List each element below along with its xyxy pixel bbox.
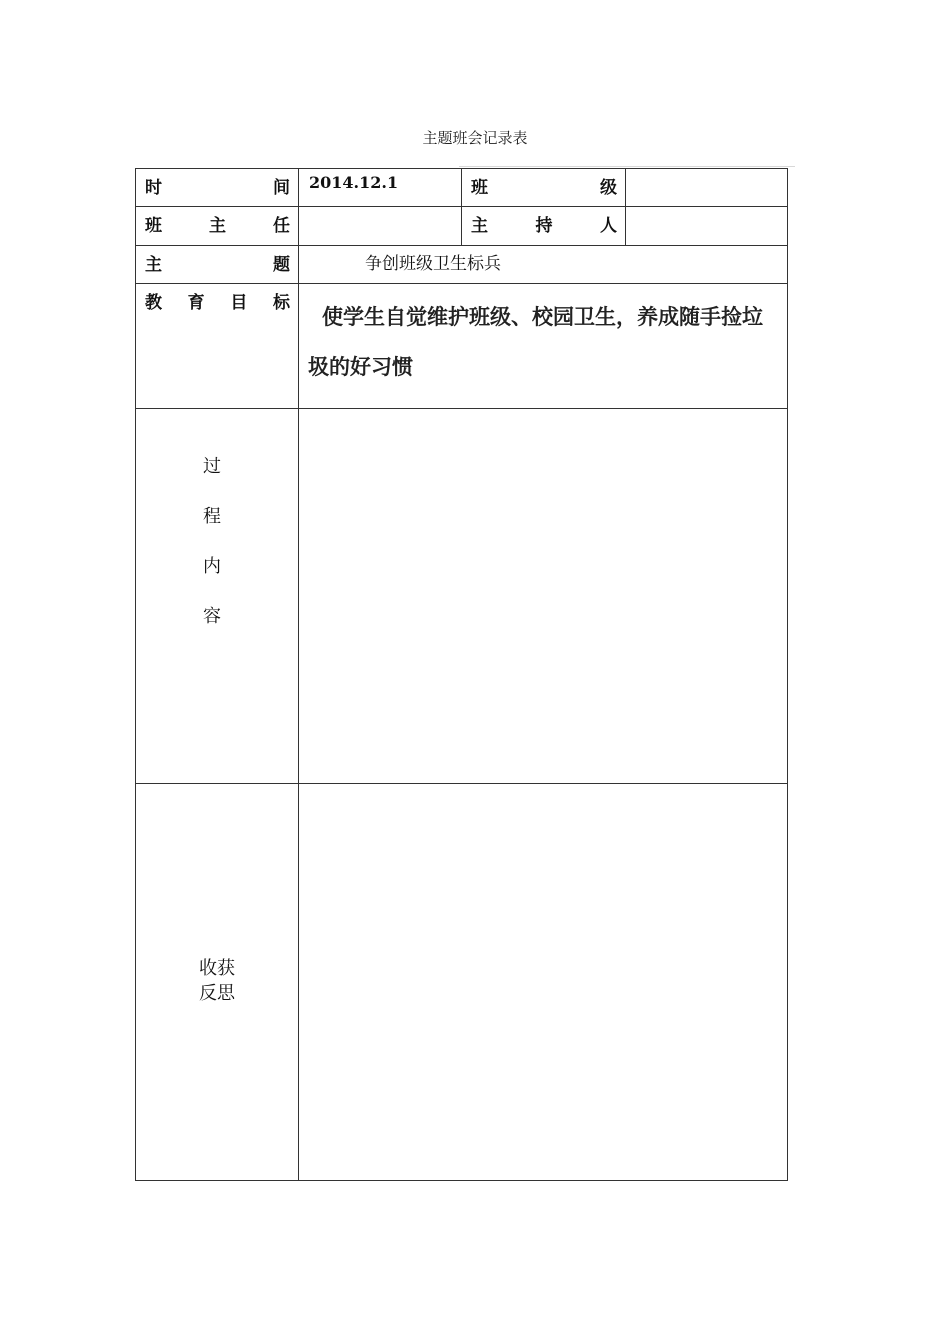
row-theme	[136, 246, 788, 284]
time-label-char: 时	[145, 178, 162, 198]
class-value-cell[interactable]	[626, 169, 788, 207]
teacher-label-char: 主	[209, 216, 226, 236]
class-label-cell	[462, 169, 626, 207]
host-label-char: 持	[535, 216, 553, 236]
time-value: 2014.12.1	[309, 173, 399, 192]
harvest-label-line: 反思	[199, 983, 235, 1004]
process-label-char: 容	[203, 606, 221, 627]
host-value-cell[interactable]	[626, 207, 788, 246]
goal-label-char: 目	[230, 293, 248, 313]
theme-value-cell[interactable]	[299, 246, 788, 284]
harvest-label-cell	[136, 784, 299, 1181]
goal-value-cell[interactable]	[299, 284, 788, 409]
teacher-label-cell	[136, 207, 299, 246]
row-teacher	[136, 207, 788, 246]
goal-label-char: 教	[145, 293, 162, 313]
top-rule-line	[459, 166, 795, 167]
process-content-cell[interactable]	[299, 409, 788, 784]
process-label-cell	[136, 409, 299, 784]
time-label-cell	[136, 169, 299, 207]
process-label-char: 内	[203, 556, 221, 577]
teacher-value	[299, 207, 461, 211]
process-label-char: 程	[203, 506, 221, 527]
time-value-cell[interactable]	[299, 169, 462, 207]
host-label-cell	[462, 207, 626, 246]
harvest-label-line: 收获	[199, 958, 235, 979]
theme-label-char: 主	[145, 255, 162, 275]
record-table	[135, 168, 788, 1181]
goal-label-char: 育	[187, 293, 205, 313]
time-label-char: 间	[273, 178, 290, 198]
host-label-char: 主	[471, 216, 488, 236]
class-value	[626, 169, 787, 173]
teacher-label-char: 班	[145, 216, 162, 236]
class-label-char: 级	[600, 178, 617, 198]
teacher-label-char: 任	[273, 216, 290, 236]
goal-label-cell	[136, 284, 299, 409]
row-time	[136, 169, 788, 207]
document-title: 主题班会记录表	[422, 129, 528, 147]
goal-label-char: 标	[272, 293, 290, 313]
row-harvest	[136, 784, 788, 1181]
theme-value: 争创班级卫生标兵	[365, 254, 501, 274]
teacher-value-cell[interactable]	[299, 207, 462, 246]
host-label-char: 人	[600, 216, 617, 236]
goal-value: 使学生自觉维护班级、校园卫生，养成随手捡垃圾的好习惯	[308, 305, 763, 379]
row-process	[136, 409, 788, 784]
class-label-char: 班	[471, 178, 488, 198]
row-goal	[136, 284, 788, 409]
host-value	[626, 207, 787, 211]
theme-label-cell	[136, 246, 299, 284]
harvest-content-cell[interactable]	[299, 784, 788, 1181]
process-label-char: 过	[203, 456, 221, 477]
theme-label-char: 题	[273, 255, 290, 275]
